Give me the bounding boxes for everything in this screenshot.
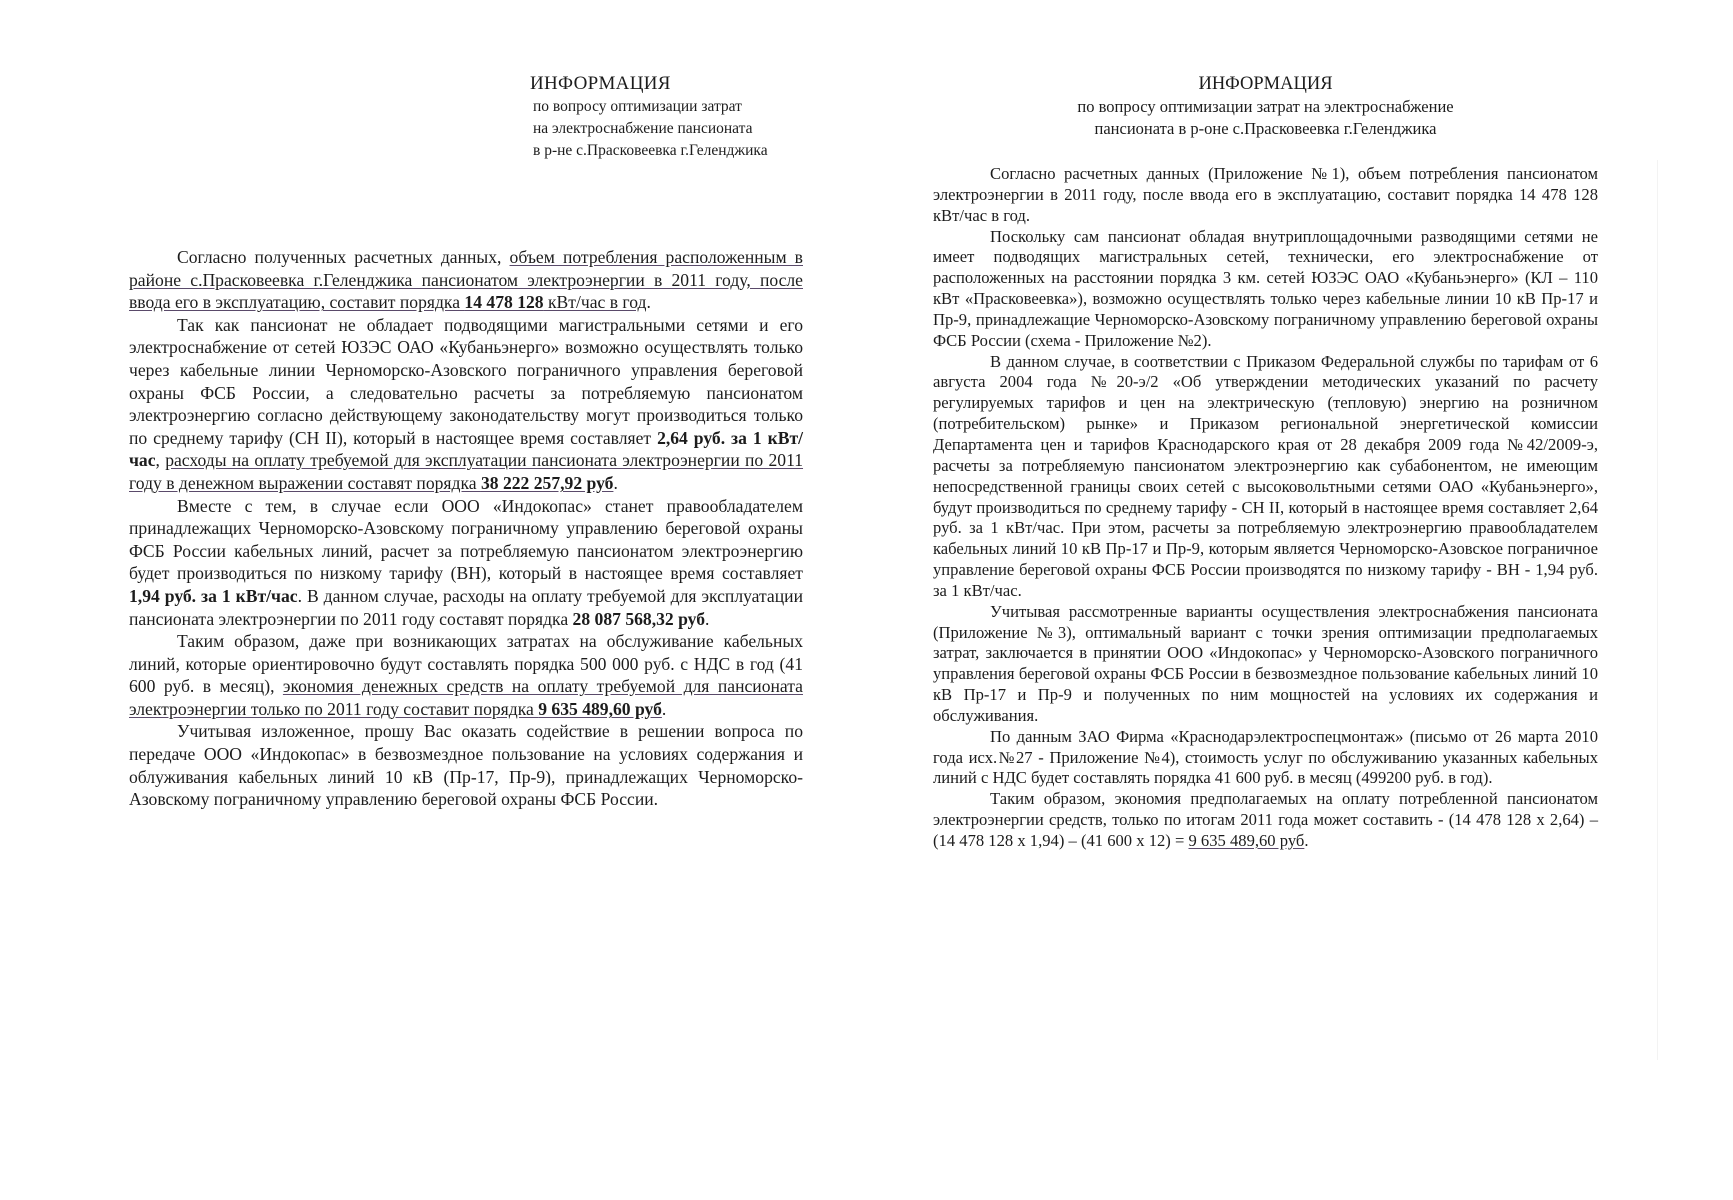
right-heading xyxy=(933,72,1598,140)
right-paragraph-3: В данном случае, в соответствии с Приказом Федеральной службы по тарифам от 6 августа 2004 года №20-э/2 «Об утверждении методических указаний по расчету регулируемых тарифов и цен на электрическую (тепловую) энергию на розничном (потребительском) рынке» и Приказом региональной энергетической комиссии Департамента цен и тарифов Краснодарского края от 28 декабря 2009 года №42/2009-э, расчеты за потребляемую пансионатом электроэнергию как субабонентом, не имеющим непосредственной границы своих сетей с высоковольтными сетями ОАО «Кубаньэнерго», будут производиться по среднему тарифу - СН II, который в настоящее время составляет 2,64 руб. за 1 кВт/час. При этом, расчеты за потребляемую электроэнергию правообладателем кабельных линий 10 кВ Пр-17 и Пр-9, которым является Черноморско-Азовское пограничное управление береговой охраны ФСБ России производятся по низкому тарифу - ВН - 1,94 руб. за 1 кВт/час. xyxy=(933,351,1598,600)
text: Таким образом, даже при возникающих затратах на обслуживание кабельных линий, которые ориентировочно будут составлять порядка 500 000 руб. с НДС в год (41 600 руб. в месяц), xyxy=(129,631,803,697)
left-page xyxy=(0,0,866,1200)
right-body xyxy=(933,164,1598,852)
text: , xyxy=(155,450,166,471)
right-paragraph-2: Поскольку сам пансионат обладая внутриплощадочными разводящими сетями не имеет подводящих магистральных сетей, технически, его электроснабжение от расположенных на расстоянии порядка 3 км. сетей ЮЗЭС ОАО «Кубаньэнерго» (КЛ – 110 кВт «Прасковеевка»), возможно осуществлять только через кабельные линии 10 кВ Пр-17 и Пр-9, принадлежащие Черноморско-Азовскому пограничному управлению береговой охраны ФСБ России (схема - Приложение №2). xyxy=(933,226,1598,350)
right-subtitle-line: пансионата в р-оне с.Прасковеевка г.Геленджика xyxy=(1094,119,1437,138)
right-paragraph-6 xyxy=(933,789,1598,852)
left-subtitle-line: на электроснабжение пансионата xyxy=(533,120,753,137)
text: Вместе с тем, в случае если ООО «Индокопас» станет правообладателем принадлежащих Черноморско-Азовскому пограничному управлению береговой охраны ФСБ России кабельных линий, расчет за потребляемую пансионатом электроэнергию будет производиться по низкому тарифу (ВН), который в настоящее время составляет xyxy=(129,495,803,584)
cost-value: 28 087 568,32 руб xyxy=(572,608,706,629)
right-paragraph-4: Учитывая рассмотренные варианты осуществления электроснабжения пансионата (Приложение №3), оптимальный вариант с точки зрения оптимизации предполагаемых затрат, заключается в принятии ООО «Индокопас» у Черноморско-Азовского пограничного управления береговой охраны ФСБ России в безвозмездное пользование кабельных линий 10 кВ Пр-17 и Пр-9 и полученных по ним мощностей на условиях их содержания и обслуживания. xyxy=(933,601,1598,725)
left-title: ИНФОРМАЦИЯ xyxy=(530,73,671,94)
left-body xyxy=(129,246,803,811)
cost-value: 38 222 257,92 руб xyxy=(480,472,614,493)
text: . xyxy=(1304,831,1309,850)
left-subtitle-line: в р-не с.Прасковеевка г.Геленджика xyxy=(533,142,768,159)
text: расходы на оплату требуемой для эксплуатации пансионата электроэнергии по 2011 году в денежном выражении составят порядка xyxy=(129,450,804,493)
left-paragraph-5: Учитывая изложенное, прошу Вас оказать содействие в решении вопроса по передаче ООО «Индокопас» в безвозмездное пользование на условиях содержания и облуживания кабельных линий 10 кВ (Пр-17, Пр-9), принадлежащих Черноморско-Азовскому пограничному управлению береговой охраны ФСБ России. xyxy=(129,721,803,810)
left-heading xyxy=(530,72,768,162)
text: Таким образом, экономия предполагаемых на оплату потребленной пансионатом электроэнергии средств, только по итогам 2011 года может составить - (14 478 128 х 2,64) – (14 478 128 х 1,94) – (41 600 х 12) = xyxy=(933,789,1598,850)
tariff-value: 1,94 руб. за 1 кВт/час xyxy=(129,585,298,606)
text: Согласно полученных расчетных данных, xyxy=(177,247,510,267)
text: кВт/час в год xyxy=(543,292,647,313)
tariff-value: 2,64 руб. за 1 кВт/час xyxy=(129,427,803,471)
right-paragraph-5: По данным ЗАО Фирма «Краснодарэлектроспецмонтаж» (письмо от 26 марта 2010 года исх.№27 - Приложение №4), стоимость услуг по обслуживанию указанных кабельных линий с НДС будет составлять порядка 41 600 руб. в месяц (499200 руб. в год). xyxy=(933,726,1598,788)
consumption-value: 14 478 128 xyxy=(464,292,544,313)
underlined-text xyxy=(129,450,803,493)
text: . xyxy=(646,292,651,313)
savings-value: 9 635 489,60 руб xyxy=(538,698,662,719)
left-subtitle-line: по вопросу оптимизации затрат xyxy=(533,98,742,115)
left-paragraph-2 xyxy=(129,314,803,495)
text: . В данном случае, расходы на оплату требуемой для эксплуатации пансионата электроэнергии по 2011 году составят порядка xyxy=(129,585,803,629)
text: . xyxy=(613,472,618,493)
text: объем потребления расположенным в районе с.Прасковеевка г.Геленджика пансионатом электроэнергии в 2011 году, после ввода его в эксплуатацию, составит порядка xyxy=(129,247,803,313)
savings-result: 9 635 489,60 руб xyxy=(1188,831,1305,850)
page-edge xyxy=(1657,160,1658,1060)
text: Так как пансионат не обладает подводящими магистральными сетями и его электроснабжение от сетей ЮЗЭС ОАО «Кубаньэнерго» возможно осуществлять только через кабельные линии Черноморско-Азовского пограничного управления береговой охраны ФСБ России, а следовательно расчеты за потребляемую пансионатом электроэнергию согласно действующему законодательству могут производиться только по среднему тарифу (СН II), который в настоящее время составляет xyxy=(129,314,803,448)
left-paragraph-4 xyxy=(129,630,803,720)
text: . xyxy=(705,608,710,629)
right-title: ИНФОРМАЦИЯ xyxy=(1198,74,1333,94)
left-paragraph-3 xyxy=(129,495,803,631)
text: экономия денежных средств на оплату требуемой для пансионата электроэнергии только по 2011 году составит порядка xyxy=(129,676,803,719)
right-subtitle-line: по вопросу оптимизации затрат на электроснабжение xyxy=(1077,97,1454,116)
right-paragraph-1: Согласно расчетных данных (Приложение №1), объем потребления пансионатом электроэнергии в 2011 году, после ввода его в эксплуатацию, составит порядка 14 478 128 кВт/час в год. xyxy=(933,164,1598,225)
left-paragraph-1 xyxy=(129,246,803,314)
text: . xyxy=(661,698,667,719)
